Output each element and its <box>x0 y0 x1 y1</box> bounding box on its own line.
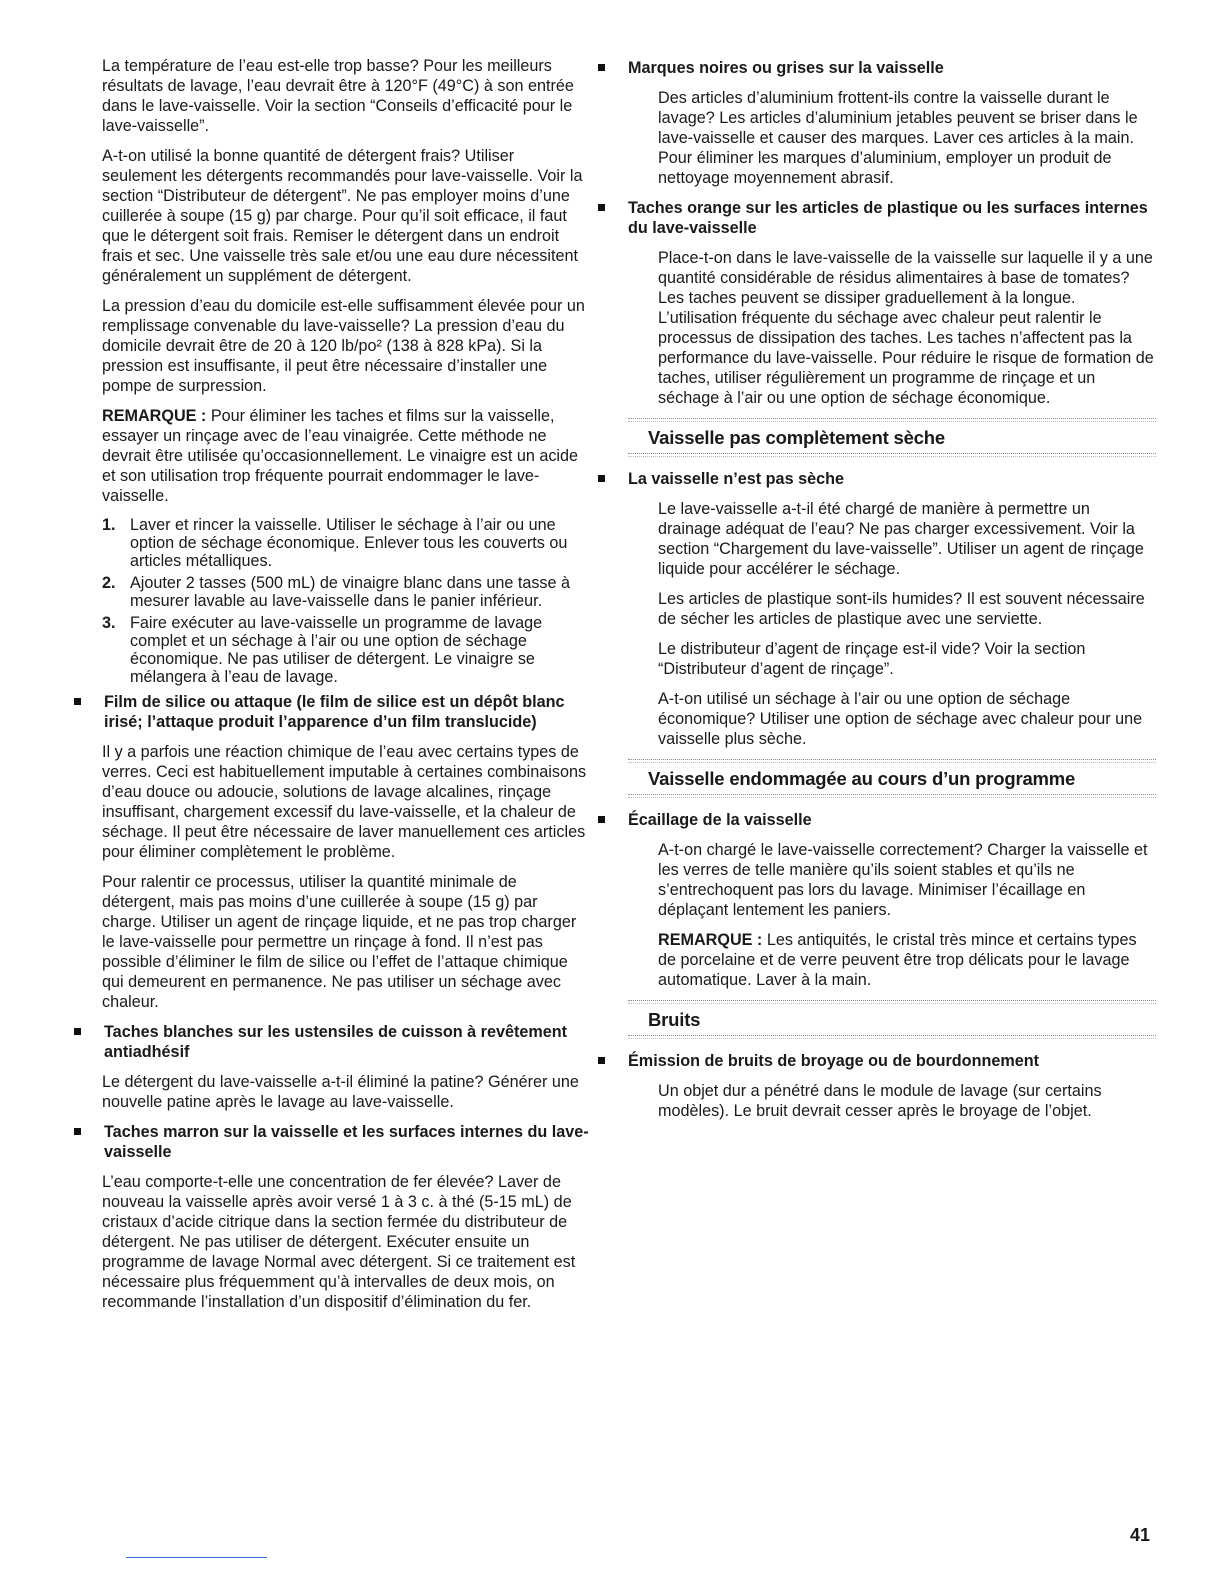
heading-chipping <box>598 810 1156 830</box>
note-label: REMARQUE : <box>658 931 763 949</box>
note-vinegar-rinse <box>102 406 592 506</box>
paragraph-water-pressure: La pression d’eau du domicile est-elle suffisamment élevée pour un remplissage convenable du lave-vaisselle? La pression d’eau du domicile devrait être de 20 à 120 lb/po² (138 à 828 kPa). Si la pression est insuffisante, il peut être nécessaire d’installer une pompe de surpression. <box>102 297 585 395</box>
heading-text: Taches marron sur la vaisselle et les surfaces internes du lave-vaisselle <box>104 1123 589 1161</box>
section-title: Vaisselle endommagée au cours d’un programme <box>648 768 1076 789</box>
list-item <box>102 614 592 686</box>
bullet-square-icon <box>74 698 81 705</box>
bullet-square-icon <box>598 204 605 211</box>
heading-dishes-not-dry <box>598 469 1156 489</box>
step-text: Faire exécuter au lave-vaisselle un programme de lavage complet et un séchage à l’air ou une option de séchage économique. Ne pas utiliser de détergent. Le vinaigre se mélangera à l’eau de lavage. <box>130 614 543 686</box>
section-title: Bruits <box>648 1009 701 1030</box>
section-title: Vaisselle pas complètement sèche <box>648 427 945 448</box>
paragraph-iron: L’eau comporte-t-elle une concentration de fer élevée? Laver de nouveau la vaisselle après avoir versé 1 à 3 c. à thé (5-15 mL) de cristaux d’acide citrique dans la section fermée du distributeur de détergent. Ne pas utiliser de détergent. Exécuter ensuite un programme de lavage Normal avec détergent. Si ce traitement est nécessaire plus fréquemment qu’à intervalles de deux mois, on recommande l’installation d’un dispositif d’élimination du fer. <box>102 1173 576 1311</box>
section-header-damaged <box>628 759 1156 798</box>
paragraph-tomato-residue: Place-t-on dans le lave-vaisselle de la vaisselle sur laquelle il y a une quantité considérable de résidus alimentaires à base de tomates? Les taches peuvent se dissiper graduellement à la longue. L’utilisation fréquente du séchage avec chaleur peut ralentir le processus de dissipation des taches. Les taches n’affectent pas la performance du lave-vaisselle. Pour réduire le risque de formation de taches, utiliser régulièrement un programme de rinçage et un séchage à l’air ou une option de séchage économique. <box>658 249 1154 407</box>
section-header-noise <box>628 1000 1156 1039</box>
footer-line <box>126 1557 267 1558</box>
step-text: Ajouter 2 tasses (500 mL) de vinaigre blanc dans une tasse à mesurer lavable au lave-vaisselle dans le panier inférieur. <box>130 574 571 610</box>
bullet-square-icon <box>598 1057 605 1064</box>
heading-text: Émission de bruits de broyage ou de bourdonnement <box>628 1052 1040 1070</box>
heading-brown-stains <box>74 1122 592 1162</box>
heading-text: Écaillage de la vaisselle <box>628 811 812 829</box>
bullet-square-icon <box>74 1028 81 1035</box>
right-column <box>628 56 1156 1131</box>
section-divider <box>628 453 1156 457</box>
paragraph-silica-cause: Il y a parfois une réaction chimique de l’eau avec certains types de verres. Ceci est habituellement imputable à certaines combinaisons d’eau douce ou adoucie, solutions de lavage alcalines, rinçage insuffisant, chargement excessif du lave-vaisselle, et la chaleur de séchage. Il peut être nécessaire de laver manuellement ces articles pour éliminer complètement le problème. <box>102 743 587 861</box>
section-header-not-dry <box>628 418 1156 457</box>
heading-text: Film de silice ou attaque (le film de silice est un dépôt blanc irisé; l’attaque produit l’apparence d’un film translucide) <box>104 693 565 731</box>
heading-text: La vaisselle n’est pas sèche <box>628 470 844 488</box>
heading-text: Taches blanches sur les ustensiles de cuisson à revêtement antiadhésif <box>104 1023 568 1061</box>
note-text: Les antiquités, le cristal très mince et certains types de porcelaine et de verre peuvent être trop délicats pour le lavage automatique. Laver à la main. <box>658 931 1137 989</box>
list-item <box>102 516 592 570</box>
paragraph-rinse-aid-empty: Le distributeur d’agent de rinçage est-il vide? Voir la section “Distributeur d’agent de rinçage”. <box>658 640 1086 678</box>
note-text: Pour éliminer les taches et films sur la vaisselle, essayer un rinçage avec de l’eau vinaigrée. Cette méthode ne devrait être utilisée qu’occasionnellement. Le vinaigre est un acide et son utilisation trop fréquente pourrait endommager le lave-vaisselle. <box>102 407 579 505</box>
step-text: Laver et rincer la vaisselle. Utiliser le séchage à l’air ou une option de séchage économique. Enlever tous les couverts ou articles métalliques. <box>130 516 568 570</box>
paragraph-aluminum: Des articles d’aluminium frottent-ils contre la vaisselle durant le lavage? Les articles d’aluminium jetables peuvent se briser dans le lave-vaisselle et causer des marques. Laver ces articles à la main. Pour éliminer les marques d’aluminium, employer un produit de nettoyage moyennement abrasif. <box>658 89 1138 187</box>
left-column <box>102 56 592 1322</box>
paragraph-hard-object: Un objet dur a pénétré dans le module de lavage (sur certains modèles). Le bruit devrait cesser après le broyage de l’objet. <box>658 1082 1102 1120</box>
section-divider <box>628 794 1156 798</box>
bullet-square-icon <box>598 64 605 71</box>
paragraph-chipping: A-t-on chargé le lave-vaisselle correctement? Charger la vaisselle et les verres de telle manière qu’ils soient stables et qu’ils ne s’entrechoquent pas lors du lavage. Minimiser l’écaillage en déplaçant lentement les paniers. <box>658 841 1148 919</box>
paragraph-loading-drainage: Le lave-vaisselle a-t-il été chargé de manière à permettre un drainage adéquat de l’eau? Ne pas charger excessivement. Voir la section “Chargement du lave-vaisselle”. Utiliser un agent de rinçage liquide pour accélérer le séchage. <box>658 500 1144 578</box>
step-number: 3. <box>102 614 116 632</box>
step-number: 2. <box>102 574 116 592</box>
vinegar-steps-list <box>102 516 592 686</box>
paragraph-water-temperature: La température de l’eau est-elle trop basse? Pour les meilleurs résultats de lavage, l’eau devrait être à 120°F (49°C) à son entrée dans le lave-vaisselle. Voir la section “Conseils d’efficacité pour le lave-vaisselle”. <box>102 57 574 135</box>
paragraph-silica-prevention: Pour ralentir ce processus, utiliser la quantité minimale de détergent, mais pas moins d’une cuillerée à soupe (15 g) par charge. Utiliser un agent de rinçage liquide, et ne pas trop charger le lave-vaisselle pour permettre un rinçage à fond. Il n’est pas possible d’éliminer le film de silice ou l’effet de l’attaque chimique qui demeurent en permanence. Ne pas utiliser un séchage avec chaleur. <box>102 873 577 1011</box>
paragraph-detergent-quantity: A-t-on utilisé la bonne quantité de détergent frais? Utiliser seulement les détergents recommandés pour lave-vaisselle. Voir la section “Distributeur de détergent”. Ne pas employer moins d’une cuillerée à soupe (15 g) par charge. Pour qu’il soit efficace, il faut que le détergent soit frais. Remiser le détergent dans un endroit frais et sec. Une vaisselle très sale et/ou une eau dure nécessitent généralement un supplément de détergent. <box>102 147 583 285</box>
step-number: 1. <box>102 516 116 534</box>
page-number: 41 <box>1130 1525 1151 1545</box>
list-item <box>102 574 592 610</box>
paragraph-plastic-wet: Les articles de plastique sont-ils humides? Il est souvent nécessaire de sécher les articles de plastique avec une serviette. <box>658 590 1145 628</box>
section-divider <box>628 1035 1156 1039</box>
bullet-square-icon <box>598 816 605 823</box>
heading-text: Taches orange sur les articles de plastique ou les surfaces internes du lave-vaisselle <box>628 199 1148 237</box>
heading-orange-stains <box>598 198 1156 238</box>
note-label: REMARQUE : <box>102 407 207 425</box>
paragraph-heated-dry: A-t-on utilisé un séchage à l’air ou une option de séchage économique? Utiliser une option de séchage avec chaleur pour une vaisselle plus sèche. <box>658 690 1143 748</box>
note-delicate-items <box>658 930 1156 990</box>
paragraph-patina: Le détergent du lave-vaisselle a-t-il éliminé la patine? Générer une nouvelle patine après le lavage au lave-vaisselle. <box>102 1073 579 1111</box>
heading-silica-film <box>74 692 592 732</box>
heading-white-spots-cookware <box>74 1022 592 1062</box>
bullet-square-icon <box>598 475 605 482</box>
heading-black-marks <box>598 58 1156 78</box>
bullet-square-icon <box>74 1128 81 1135</box>
heading-grinding-noise <box>598 1051 1156 1071</box>
heading-text: Marques noires ou grises sur la vaisselle <box>628 59 944 77</box>
